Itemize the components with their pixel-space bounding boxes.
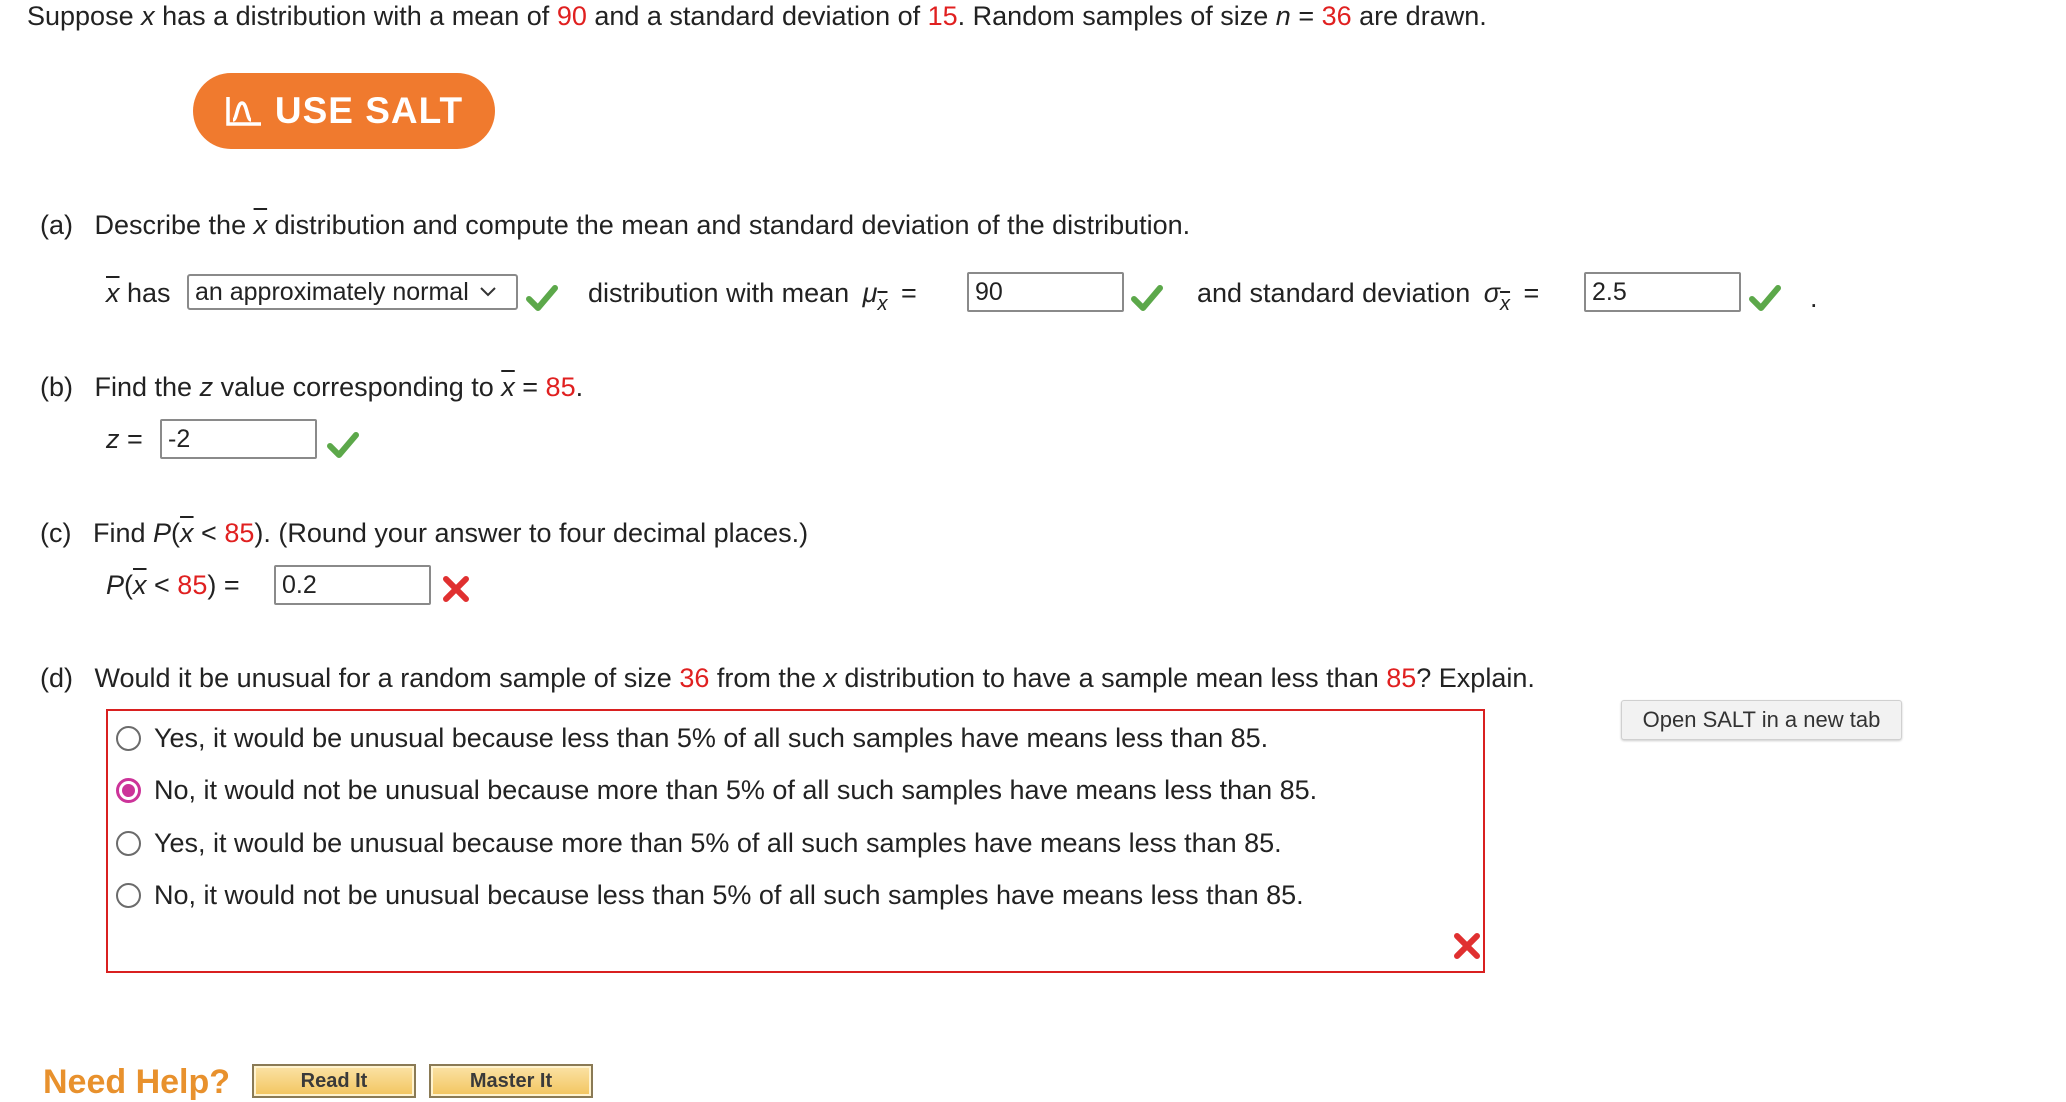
sigma-subscript: x xyxy=(1500,293,1511,315)
var-xbar: $\overline{x}$ xyxy=(133,570,147,600)
distribution-select-value: an approximately normal xyxy=(195,277,469,306)
var-x: x xyxy=(823,663,837,693)
correct-check-icon xyxy=(1131,284,1163,312)
given-size: 36 xyxy=(1321,1,1352,31)
var-xbar: $\overline{x}$ xyxy=(106,278,120,308)
mu-symbol: μ xyxy=(862,278,878,308)
has-text: has xyxy=(119,278,171,308)
problem-statement xyxy=(27,0,1487,32)
intro-text-4: . Random samples of size xyxy=(957,1,1276,31)
part-b-q3: = xyxy=(514,372,546,402)
distribution-type-select[interactable] xyxy=(187,274,518,310)
master-it-button[interactable]: Master It xyxy=(429,1064,593,1098)
open-paren: ( xyxy=(171,518,181,548)
choice-label: Yes, it would be unusual because more than 5% of all such samples have means less than 85. xyxy=(154,828,1282,858)
use-salt-button[interactable] xyxy=(193,73,495,149)
mean-label-text: distribution with mean xyxy=(588,278,850,308)
correct-check-icon xyxy=(327,431,359,459)
mu-subscript: x xyxy=(877,293,888,315)
var-xbar: $\overline{x}$ xyxy=(501,372,515,402)
radio-button-selected[interactable] xyxy=(116,778,141,803)
choice-option-3[interactable] xyxy=(116,828,1282,859)
intro-text-1: Suppose xyxy=(27,1,142,31)
var-x: x xyxy=(141,1,155,31)
part-b-q1: Find the xyxy=(94,372,200,402)
correct-check-icon xyxy=(1749,284,1781,312)
part-c-question xyxy=(40,517,808,549)
part-d-q4: ? Explain. xyxy=(1416,663,1535,693)
prob-symbol: P xyxy=(153,518,172,548)
open-paren: ( xyxy=(124,570,134,600)
correct-check-icon xyxy=(526,284,558,312)
given-mean: 90 xyxy=(556,1,587,31)
given-sd: 15 xyxy=(927,1,958,31)
choice-option-2[interactable] xyxy=(116,775,1317,806)
part-c-label: (c) xyxy=(40,518,72,548)
part-a-q1: Describe the xyxy=(94,210,254,240)
intro-text-2: has a distribution with a mean of xyxy=(154,1,557,31)
intro-text-3: and a standard deviation of xyxy=(586,1,928,31)
close-equals: ) = xyxy=(207,570,240,600)
intro-text-6: are drawn. xyxy=(1351,1,1487,31)
radio-button[interactable] xyxy=(116,726,141,751)
multiple-choice-group xyxy=(106,709,1485,973)
probability-input[interactable]: 0.2 xyxy=(274,565,431,605)
mean-label xyxy=(588,277,917,315)
z-input[interactable]: -2 xyxy=(160,419,317,459)
sd-label-text: and standard deviation xyxy=(1197,278,1471,308)
choice-label: No, it would not be unusual because more than 5% of all such samples have means less than 85. xyxy=(154,775,1318,805)
less-than: < xyxy=(193,518,225,548)
part-b-q2: value corresponding to xyxy=(213,372,502,402)
radio-button[interactable] xyxy=(116,831,141,856)
part-b-question xyxy=(40,371,583,403)
part-a-label: (a) xyxy=(40,210,73,240)
use-salt-label: USE SALT xyxy=(274,90,464,131)
incorrect-x-icon xyxy=(442,575,470,603)
given-size: 36 xyxy=(679,663,710,693)
z-equals: = xyxy=(119,424,143,454)
salt-chart-icon xyxy=(225,95,263,127)
mean-input[interactable]: 90 xyxy=(967,272,1124,312)
read-it-button[interactable]: Read It xyxy=(252,1064,416,1098)
given-value: 85 xyxy=(177,570,208,600)
z-label xyxy=(106,423,143,455)
part-d-label: (d) xyxy=(40,663,73,693)
prob-label xyxy=(106,569,240,601)
sigma-symbol: σ xyxy=(1483,278,1501,308)
var-z: z xyxy=(106,424,120,454)
incorrect-x-icon xyxy=(1453,932,1481,960)
part-b-label: (b) xyxy=(40,372,73,402)
radio-button[interactable] xyxy=(116,883,141,908)
choice-label: No, it would not be unusual because less than 5% of all such samples have means less than 85. xyxy=(154,880,1304,910)
choice-option-1[interactable] xyxy=(116,723,1268,754)
intro-text-5: = xyxy=(1290,1,1322,31)
chevron-down-icon xyxy=(479,286,497,298)
given-value: 85 xyxy=(1386,663,1417,693)
less-than: < xyxy=(146,570,178,600)
var-xbar: $\overline{x}$ xyxy=(180,518,194,548)
part-d-q2: from the xyxy=(709,663,824,693)
var-n: n xyxy=(1275,1,1291,31)
part-a-question xyxy=(40,209,1190,241)
part-c-q1: Find xyxy=(93,518,154,548)
need-help-heading: Need Help? xyxy=(43,1063,231,1101)
part-d-q3: distribution to have a sample mean less than xyxy=(836,663,1387,693)
part-d-q1: Would it be unusual for a random sample of size xyxy=(94,663,680,693)
sd-label xyxy=(1197,277,1540,315)
prob-symbol: P xyxy=(106,570,125,600)
var-z: z xyxy=(199,372,214,402)
sd-equals: = xyxy=(1523,278,1540,308)
part-d-question xyxy=(40,662,1535,694)
sd-input[interactable]: 2.5 xyxy=(1584,272,1741,312)
mean-equals: = xyxy=(900,278,917,308)
part-a-period: . xyxy=(1810,283,1818,313)
given-xbar-value: 85 xyxy=(545,372,576,402)
choice-option-4[interactable] xyxy=(116,880,1304,911)
part-a-answer-row-lead xyxy=(106,277,171,309)
part-a-q2: distribution and compute the mean and standard deviation of the distribution. xyxy=(267,210,1191,240)
open-salt-new-tab-button[interactable]: Open SALT in a new tab xyxy=(1621,700,1902,740)
part-c-q2: ). (Round your answer to four decimal places.) xyxy=(254,518,809,548)
part-b-q4: . xyxy=(575,372,584,402)
choice-label: Yes, it would be unusual because less than 5% of all such samples have means less than 85. xyxy=(154,723,1269,753)
var-xbar: $\overline{x}$ xyxy=(253,210,268,240)
given-value: 85 xyxy=(224,518,255,548)
